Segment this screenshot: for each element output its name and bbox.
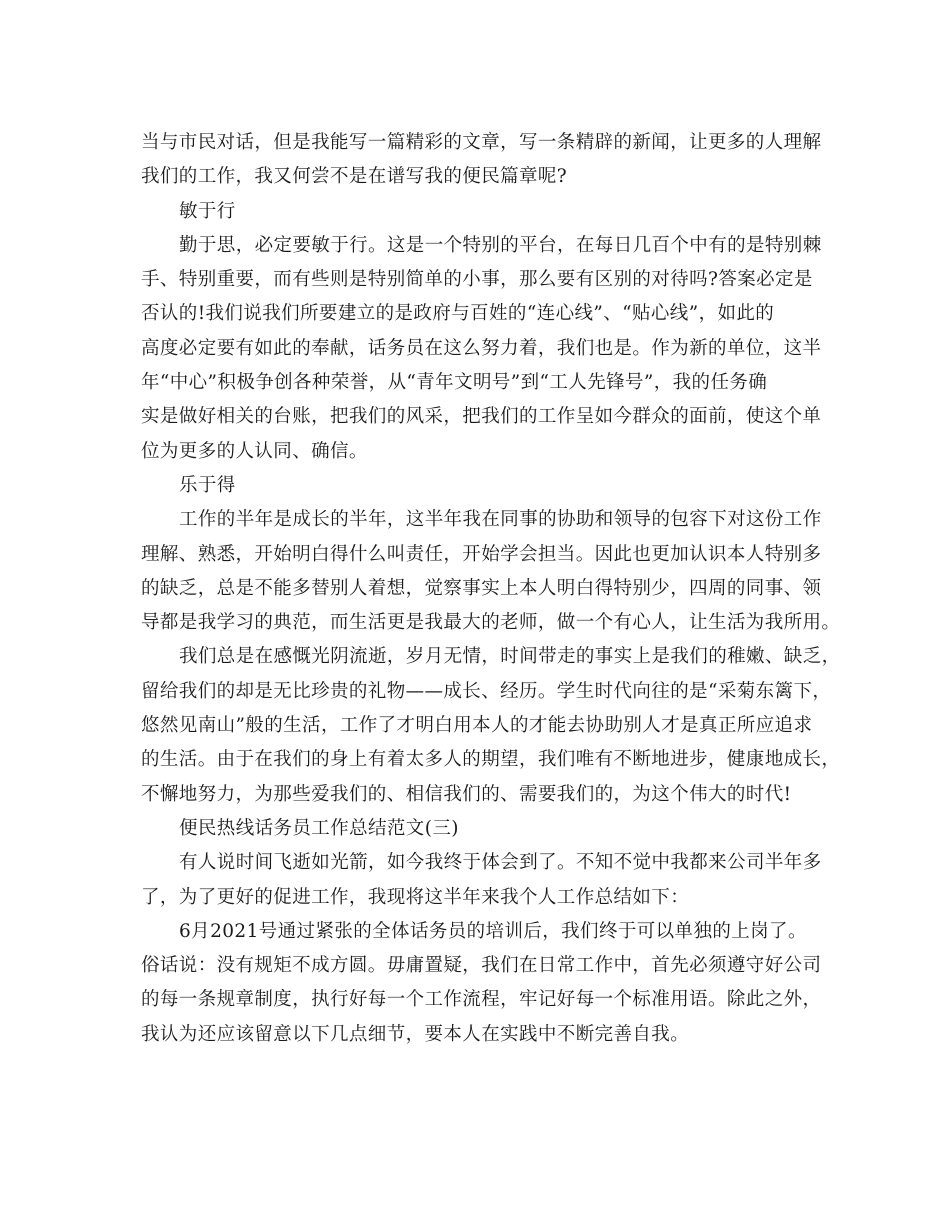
text-line: 实是做好相关的台账，把我们的风采，把我们的工作呈如今群众的面前，使这个单 <box>141 406 822 428</box>
text-line: 理解、熟悉，开始明白得什么叫责任，开始学会担当。因此也更加认识本人特别多 <box>141 543 822 565</box>
text-line: 否认的!我们说我们所要建立的是政府与百姓的“连心线”、“贴心线”，如此的 <box>141 303 775 325</box>
text-line: 工作的半年是成长的半年，这半年我在同事的协助和领导的包容下对这份工作 <box>179 509 822 531</box>
section-heading: 便民热线话务员工作总结范文(三) <box>179 817 459 839</box>
text-line: 的缺乏，总是不能多替别人着想，觉察事实上本人明白得特别少，四周的同事、领 <box>141 577 822 599</box>
text-line: 手、特别重要，而有些则是特别简单的小事，那么要有区别的对待吗?答案必定是 <box>141 269 813 291</box>
text-line: 了，为了更好的促进工作，我现将这半年来我个人工作总结如下： <box>141 886 690 908</box>
text-line: 当与市民对话，但是我能写一篇精彩的文章，写一条精辟的新闻，让更多的人理解 <box>141 132 822 153</box>
section-heading: 敏于行 <box>179 200 236 222</box>
text-line: 的生活。由于在我们的身上有着太多人的期望，我们唯有不断地进步，健康地成长， <box>141 749 841 771</box>
text-line: 俗话说：没有规矩不成方圆。毋庸置疑，我们在日常工作中，首先必须遵守好公司 <box>141 955 822 977</box>
text-line: 年“中心”积极争创各种荣誉，从“青年文明号”到“工人先锋号”，我的任务确 <box>141 372 768 394</box>
text-line: 导都是我学习的典范，而生活更是我最大的老师，做一个有心人，让生活为我所用。 <box>141 612 841 634</box>
text-line: 我们总是在感慨光阴流逝，岁月无情，时间带走的事实上是我们的稚嫩、缺乏， <box>179 646 841 668</box>
text-line: 不懈地努力，为那些爱我们的、相信我们的、需要我们的，为这个伟大的时代! <box>141 783 792 805</box>
text-line: 勤于思，必定要敏于行。这是一个特别的平台，在每日几百个中有的是特别棘 <box>179 234 822 256</box>
text-line: 的每一条规章制度，执行好每一个工作流程，牢记好每一个标准用语。除此之外， <box>141 989 822 1011</box>
text-line: 悠然见南山”般的生活，工作了才明白用本人的才能去协助别人才是真正所应追求 <box>141 715 813 737</box>
text-line: 高度必定要有如此的奉献，话务员在这么努力着，我们也是。作为新的单位，这半 <box>141 337 822 359</box>
text-line: 位为更多的人认同、确信。 <box>141 440 368 462</box>
text-line: 留给我们的却是无比珍贵的礼物——成长、经历。学生时代向往的是“采菊东篱下， <box>141 680 832 702</box>
document-body <box>0 126 950 1052</box>
section-heading: 乐于得 <box>179 474 236 496</box>
text-line: 我们的工作，我又何尝不是在谱写我的便民篇章呢? <box>141 166 568 188</box>
text-line: 有人说时间飞逝如光箭，如今我终于体会到了。不知不觉中我都来公司半年多 <box>179 852 822 874</box>
text-line: 我认为还应该留意以下几点细节，要本人在实践中不断完善自我。 <box>141 1023 690 1045</box>
text-line: 6月2021号通过紧张的全体话务员的培训后，我们终于可以单独的上岗了。 <box>179 920 807 942</box>
